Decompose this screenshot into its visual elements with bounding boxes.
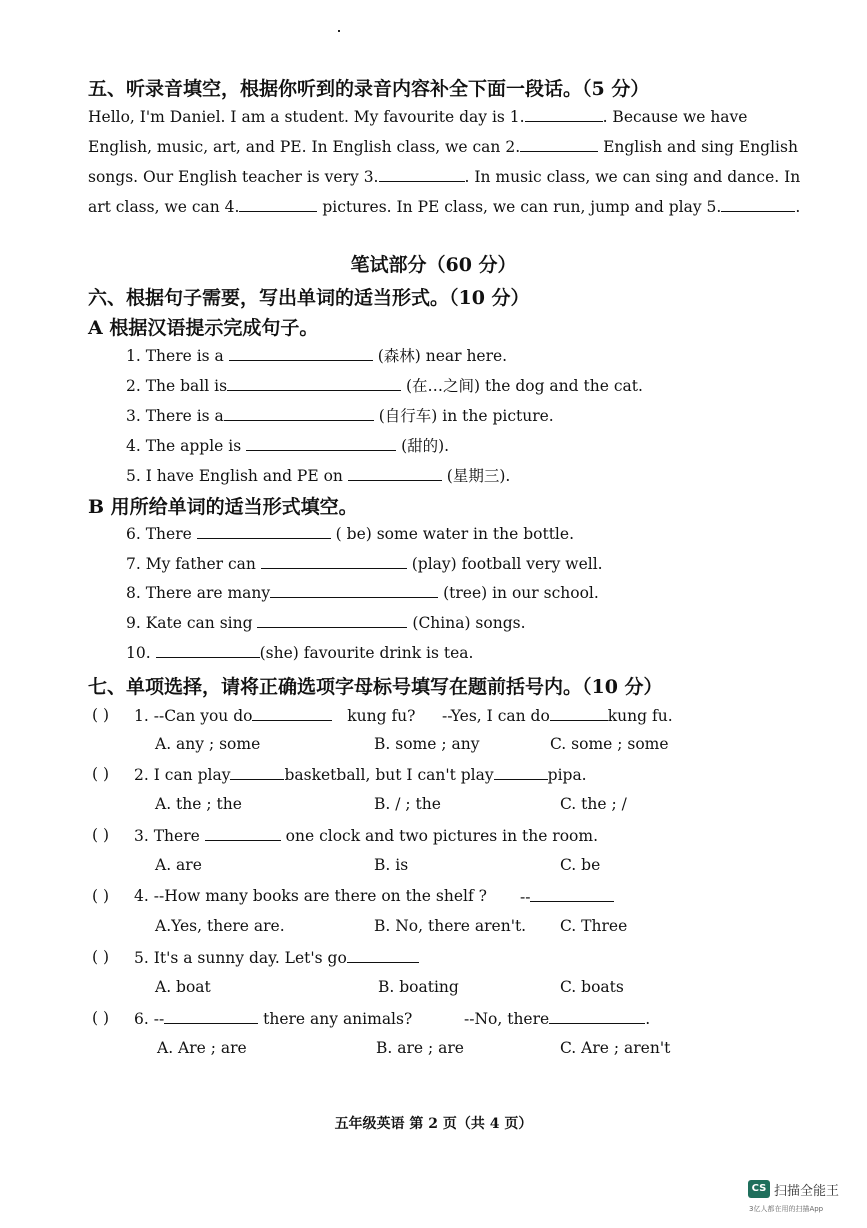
answer-blank[interactable]: [224, 406, 374, 421]
q-text: 6. --: [134, 1010, 165, 1028]
sec5-line-4: [88, 197, 800, 216]
q-text: 5. I have English and PE on: [126, 467, 343, 485]
answer-blank[interactable]: [246, 436, 396, 451]
q-text: 6. There: [126, 525, 192, 543]
mc-q2-opt-a: A. the ; the: [155, 795, 242, 813]
q-hint: (甜的).: [401, 437, 450, 455]
mc-q1: [134, 706, 415, 725]
q6b-9: [126, 613, 526, 632]
answer-blank[interactable]: [550, 706, 608, 721]
section-6a-title: A 根据汉语提示完成句子。: [88, 317, 319, 339]
q-text: there any animals?: [263, 1010, 413, 1028]
mc-q6-reply: [464, 1009, 650, 1028]
mc-q5-opt-a: A. boat: [155, 978, 211, 996]
answer-blank[interactable]: [530, 887, 614, 902]
q6b-10: [126, 643, 473, 662]
mc-q5: [134, 948, 419, 967]
q-text: kung fu.: [607, 707, 673, 725]
q-hint: (she) favourite drink is tea.: [259, 644, 474, 662]
mc-paren-6[interactable]: ( ): [92, 1009, 110, 1027]
blank-5[interactable]: [721, 197, 795, 212]
q-text: --No, there: [464, 1010, 550, 1028]
q6a-3: [126, 404, 554, 426]
q-text: .: [645, 1010, 651, 1028]
answer-blank[interactable]: [156, 643, 260, 658]
mc-q1-opt-b: B. some ; any: [374, 735, 480, 753]
q-hint: (在…之间) the dog and the cat.: [406, 377, 643, 395]
q6b-7: [126, 554, 603, 573]
sec5-line-3: [88, 167, 800, 186]
mc-q1-opt-c: C. some ; some: [550, 735, 669, 753]
sec5-l4c: .: [795, 198, 801, 216]
mc-q1-opt-a: A. any ; some: [155, 735, 261, 753]
q-text: basketball, but I can't play: [284, 766, 494, 784]
q-text: pipa.: [547, 766, 587, 784]
mc-q3-opt-c: C. be: [560, 856, 601, 874]
q-text: 1. There is a: [126, 347, 224, 365]
q-text: 1. --Can you do: [134, 707, 253, 725]
q-text: kung fu?: [347, 707, 416, 725]
mc-q5-opt-b: B. boating: [378, 978, 459, 996]
blank-3[interactable]: [379, 167, 465, 182]
answer-blank[interactable]: [164, 1009, 258, 1024]
mc-q6-opt-c: C. Are ; aren't: [560, 1039, 671, 1057]
blank-4[interactable]: [239, 197, 317, 212]
sec5-l1b: . Because we have: [602, 108, 748, 126]
mc-q2: [134, 765, 587, 784]
q6a-5: [126, 464, 510, 486]
q-text: --: [520, 888, 531, 906]
section-7-title: 七、单项选择，请将正确选项字母标号填写在题前括号内。（10 分）: [88, 676, 663, 698]
q-hint: (play) football very well.: [411, 555, 603, 573]
mc-q6: [134, 1009, 412, 1028]
mc-q3-opt-a: A. are: [155, 856, 202, 874]
q-text: 10.: [126, 644, 151, 662]
mc-q4: 4. --How many books are there on the shelf ?: [134, 887, 487, 905]
answer-blank[interactable]: [197, 524, 331, 539]
q-hint: (tree) in our school.: [443, 584, 599, 602]
mc-q4-opt-b: B. No, there aren't.: [374, 917, 527, 935]
q-text: 7. My father can: [126, 555, 256, 573]
q6a-1: [126, 344, 507, 366]
q-text: 2. I can play: [134, 766, 231, 784]
mc-q6-opt-b: B. are ; are: [376, 1039, 464, 1057]
q-text: 9. Kate can sing: [126, 614, 253, 632]
answer-blank[interactable]: [348, 466, 442, 481]
answer-blank[interactable]: [270, 583, 438, 598]
q-text: 3. There is a: [126, 407, 224, 425]
q-hint: (森林) near here.: [377, 347, 508, 365]
q-text: 2. The ball is: [126, 377, 228, 395]
answer-blank[interactable]: [230, 765, 284, 780]
mc-q3: [134, 826, 598, 845]
sec5-line-1: [88, 107, 747, 126]
section-6b-title: B 用所给单词的适当形式填空。: [88, 496, 358, 518]
mc-q1-reply: [442, 706, 673, 725]
sec5-l2b: English and sing English: [603, 138, 798, 156]
answer-blank[interactable]: [252, 706, 332, 721]
answer-blank[interactable]: [549, 1009, 645, 1024]
q6b-6: [126, 524, 574, 543]
written-part-title: 笔试部分（60 分）: [350, 254, 517, 276]
q-hint: (星期三).: [446, 467, 511, 485]
q-hint: (China) songs.: [412, 614, 526, 632]
mc-paren-3[interactable]: ( ): [92, 826, 110, 844]
sec5-l4b: pictures. In PE class, we can run, jump and play 5.: [322, 198, 722, 216]
sec5-l2a: English, music, art, and PE. In English class, we can 2.: [88, 138, 521, 156]
sec5-line-2: [88, 137, 798, 156]
q6a-4: [126, 434, 449, 456]
mc-q4-opt-c: C. Three: [560, 917, 628, 935]
page-footer: 五年级英语 第 2 页（共 4 页）: [334, 1116, 533, 1132]
mc-q3-opt-b: B. is: [374, 856, 409, 874]
mc-paren-4[interactable]: ( ): [92, 887, 110, 905]
section-6-title: 六、根据句子需要，写出单词的适当形式。（10 分）: [88, 287, 530, 309]
mc-paren-1[interactable]: ( ): [92, 706, 110, 724]
mc-q6-opt-a: A. Are ; are: [157, 1039, 247, 1057]
answer-blank[interactable]: [205, 826, 281, 841]
q6a-2: [126, 374, 643, 396]
mc-q4-reply: [520, 887, 614, 906]
answer-blank[interactable]: [257, 613, 407, 628]
q6b-8: [126, 583, 599, 602]
answer-blank[interactable]: [229, 346, 373, 361]
q-text: 3. There: [134, 827, 200, 845]
mc-paren-2[interactable]: ( ): [92, 765, 110, 783]
camscanner-logo: CS: [748, 1180, 770, 1198]
sec5-l3a: songs. Our English teacher is very 3.: [88, 168, 379, 186]
scan-speck: [338, 30, 340, 32]
q-text: 4. The apple is: [126, 437, 242, 455]
sec5-l4a: art class, we can 4.: [88, 198, 240, 216]
q-hint: ( be) some water in the bottle.: [335, 525, 574, 543]
sec5-l1a: Hello, I'm Daniel. I am a student. My favourite day is 1.: [88, 108, 525, 126]
blank-1[interactable]: [525, 107, 603, 122]
answer-blank[interactable]: [494, 765, 548, 780]
answer-blank[interactable]: [347, 948, 419, 963]
q-text: --Yes, I can do: [442, 707, 550, 725]
mc-q4-opt-a: A.Yes, there are.: [155, 917, 285, 935]
camscanner-slogan: 3亿人都在用的扫描App: [749, 1205, 824, 1213]
q-text: 8. There are many: [126, 584, 271, 602]
q-text: one clock and two pictures in the room.: [285, 827, 598, 845]
sec5-l3b: . In music class, we can sing and dance. In: [464, 168, 801, 186]
camscanner-name: 扫描全能王: [774, 1184, 840, 1199]
mc-q2-opt-b: B. / ; the: [374, 795, 441, 813]
answer-blank[interactable]: [227, 376, 401, 391]
mc-q2-opt-c: C. the ; /: [560, 795, 627, 813]
blank-2[interactable]: [520, 137, 598, 152]
mc-paren-5[interactable]: ( ): [92, 948, 110, 966]
answer-blank[interactable]: [261, 554, 407, 569]
mc-q5-opt-c: C. boats: [560, 978, 624, 996]
q-hint: (自行车) in the picture.: [378, 407, 554, 425]
q-text: 5. It's a sunny day. Let's go: [134, 949, 347, 967]
section-5-title: 五、听录音填空，根据你听到的录音内容补全下面一段话。（5 分）: [88, 78, 650, 100]
